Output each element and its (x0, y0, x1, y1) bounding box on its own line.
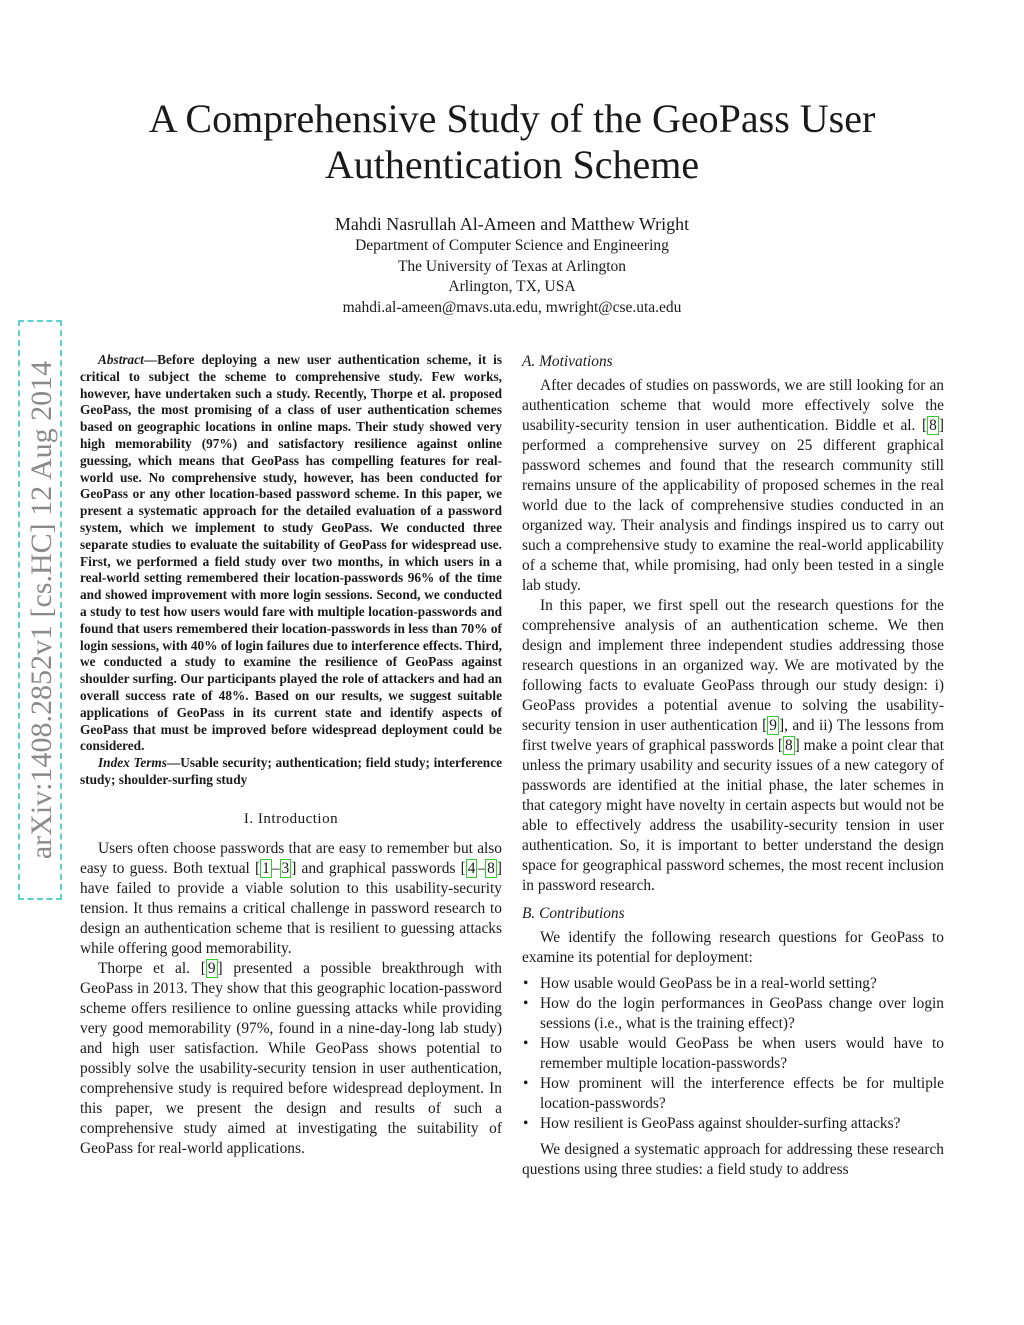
citation-link[interactable]: 9 (769, 717, 777, 734)
paper-authors: Mahdi Nasrullah Al-Ameen and Matthew Wright (334, 214, 690, 234)
section-heading-introduction: I. Introduction (243, 810, 339, 827)
paper-title: A Comprehensive Study of the GeoPass User Authentication Scheme (148, 96, 876, 187)
index-terms-text: —Usable security; authentication; field study; interference study; shoulder-surfing study (80, 755, 502, 787)
bullet-icon: • (523, 1075, 529, 1092)
citation-link[interactable]: 8 (487, 859, 495, 877)
motivations-paragraph-1: After decades of studies on passwords, we are still looking for an authentication scheme that would more effectively solve the usability-security tension in user authentication. Biddle et al. [ 8 ] performed a comprehensive survey on 25 different graphical password schemes and found that the research community still remains unsure of the applicability of proposed schemes in the real world due to the lack of comprehensive studies conducted in an organized way. Their analysis and findings inspired us to carry out such a comprehensive study to examine the real-world applicability of a scheme that, while promising, had only been tested in a single lab study. (522, 377, 944, 594)
affiliation-emails[interactable]: mahdi.al-ameen@mavs.uta.edu, mwright@cse.uta.edu (342, 298, 682, 316)
citation-link[interactable]: 4 (467, 859, 476, 877)
citation-link[interactable]: 1 (262, 859, 270, 877)
bullet-icon: • (523, 995, 529, 1012)
index-terms (80, 755, 502, 789)
bullet-icon: • (523, 1115, 529, 1132)
index-terms-label: Index Terms (98, 755, 167, 771)
left-column (80, 352, 502, 1159)
list-item: • How prominent will the interference effects be for multiple location-passwords? (523, 1075, 944, 1112)
bullet-icon: • (523, 975, 529, 992)
arxiv-identifier[interactable]: arXiv:1408.2852v1 [cs.HC] 12 Aug 2014 (25, 360, 58, 860)
subsection-heading-motivations: A. Motivations (522, 353, 613, 370)
abstract-text: —Before deploying a new user authentication scheme, it is critical to subject the scheme to comprehensive study. Few works, however, have undertaken such a study. Recently, Thorpe et al. proposed GeoPass, the most promising of a class of user authentication schemes based on geographic locations in online maps. Their study showed very high memorability (97%) and satisfactory resilience against online guessing, which means that GeoPass has compelling features for real-world use. No comprehensive study, however, has been conducted for GeoPass or any other location-based password scheme. In this paper, we present a systematic approach for the detailed evaluation of a password system, which we implement to study GeoPass. We conducted three separate studies to evaluate the suitability of GeoPass for widespread use. First, we performed a field study over two months, in which users in a real-world setting remembered their location-passwords 96% of the time and showed improvement with more login sessions. Second, we conducted a study to test how users would fare with multiple location-passwords and found that users remembered their location-passwords in less than 70% of login sessions, with 40% of login failures due to interference effects. Third, we conducted a study to examine the resilience of GeoPass against shoulder surfing. Our participants played the role of attackers and had an overall success rate of 48%. Based on our results, we suggest suitable applications of GeoPass in its current state and identify aspects of GeoPass that must be improved before widespread deployment could be considered. (80, 352, 502, 754)
citation-link[interactable]: 8 (929, 417, 937, 434)
abstract-label: Abstract (98, 352, 144, 367)
affiliation-city: Arlington, TX, USA (448, 278, 576, 295)
intro-paragraph-2: Thorpe et al. [ 9 ] presented a possible breakthrough with GeoPass in 2013. They show that this geographic location-password scheme offers resilience to online guessing attacks while providing very good memorability (97%, found in a nine-day-long lab study) and high user satisfaction. While GeoPass shows potential to possibly solve the usability-security tension in user authentication, comprehensive study is required before widespread deployment. In this paper, we present the design and results of such a comprehensive study aimed at investigating the suitability of GeoPass for real-world applications. (80, 959, 502, 1157)
list-item: • How do the login performances in GeoPass change over login sessions (i.e., what is the training effect)? (523, 995, 944, 1032)
contributions-closing: We designed a systematic approach for addressing these research questions using three studies: a field study to address (522, 1141, 944, 1178)
author-affiliation (200, 236, 824, 318)
research-questions-list (522, 974, 944, 1134)
motivations-paragraph-2: In this paper, we first spell out the research questions for the comprehensive analysis of an authentication scheme. We then design and implement three independent studies addressing those research questions in an organized way. We are motivated by the following facts to evaluate GeoPass through our study design: i) GeoPass provides a potential avenue to solving the usability-security tension in user authentication [ 9 ], and ii) The lessons from first twelve years of graphical passwords [ 8 ] make a point clear that unless the primary usability and security issues of a new category of passwords are identified at the initial phase, the later schemes in that category might have novelty in certain aspects but would not be able to effectively address the usability-security tension in user authentication. So, it is important to better understand the design space for geographical password schemes, the most recent inclusion in password research. (522, 597, 944, 894)
affiliation-university: The University of Texas at Arlington (397, 257, 627, 275)
intro-paragraph-1: Users often choose passwords that are easy to remember but also easy to guess. Both textual [ 1 – 3 ] and graphical passwords [ 4 – 8 ] have failed to provide a viable solution to this usability-security tension. It thus remains a critical challenge in password research to design an authentication scheme that is resilient to guessing attacks while offering good memorability. (80, 839, 502, 957)
citation-link[interactable]: 8 (784, 737, 793, 754)
citation-link[interactable]: 3 (281, 859, 290, 877)
list-item: • How usable would GeoPass be when users would have to remember multiple location-passwords? (523, 1035, 944, 1072)
bullet-icon: • (523, 1035, 529, 1052)
affiliation-department: Department of Computer Science and Engineering (355, 237, 669, 254)
citation-link[interactable]: 9 (207, 959, 216, 977)
right-column (522, 352, 944, 1180)
list-item: • How usable would GeoPass be in a real-world setting? (523, 975, 877, 992)
subsection-heading-contributions: B. Contributions (522, 905, 625, 922)
abstract (80, 352, 502, 755)
list-item: • How resilient is GeoPass against shoulder-surfing attacks? (523, 1115, 901, 1132)
contributions-intro: We identify the following research questions for GeoPass to examine its potential for deployment: (522, 929, 944, 966)
